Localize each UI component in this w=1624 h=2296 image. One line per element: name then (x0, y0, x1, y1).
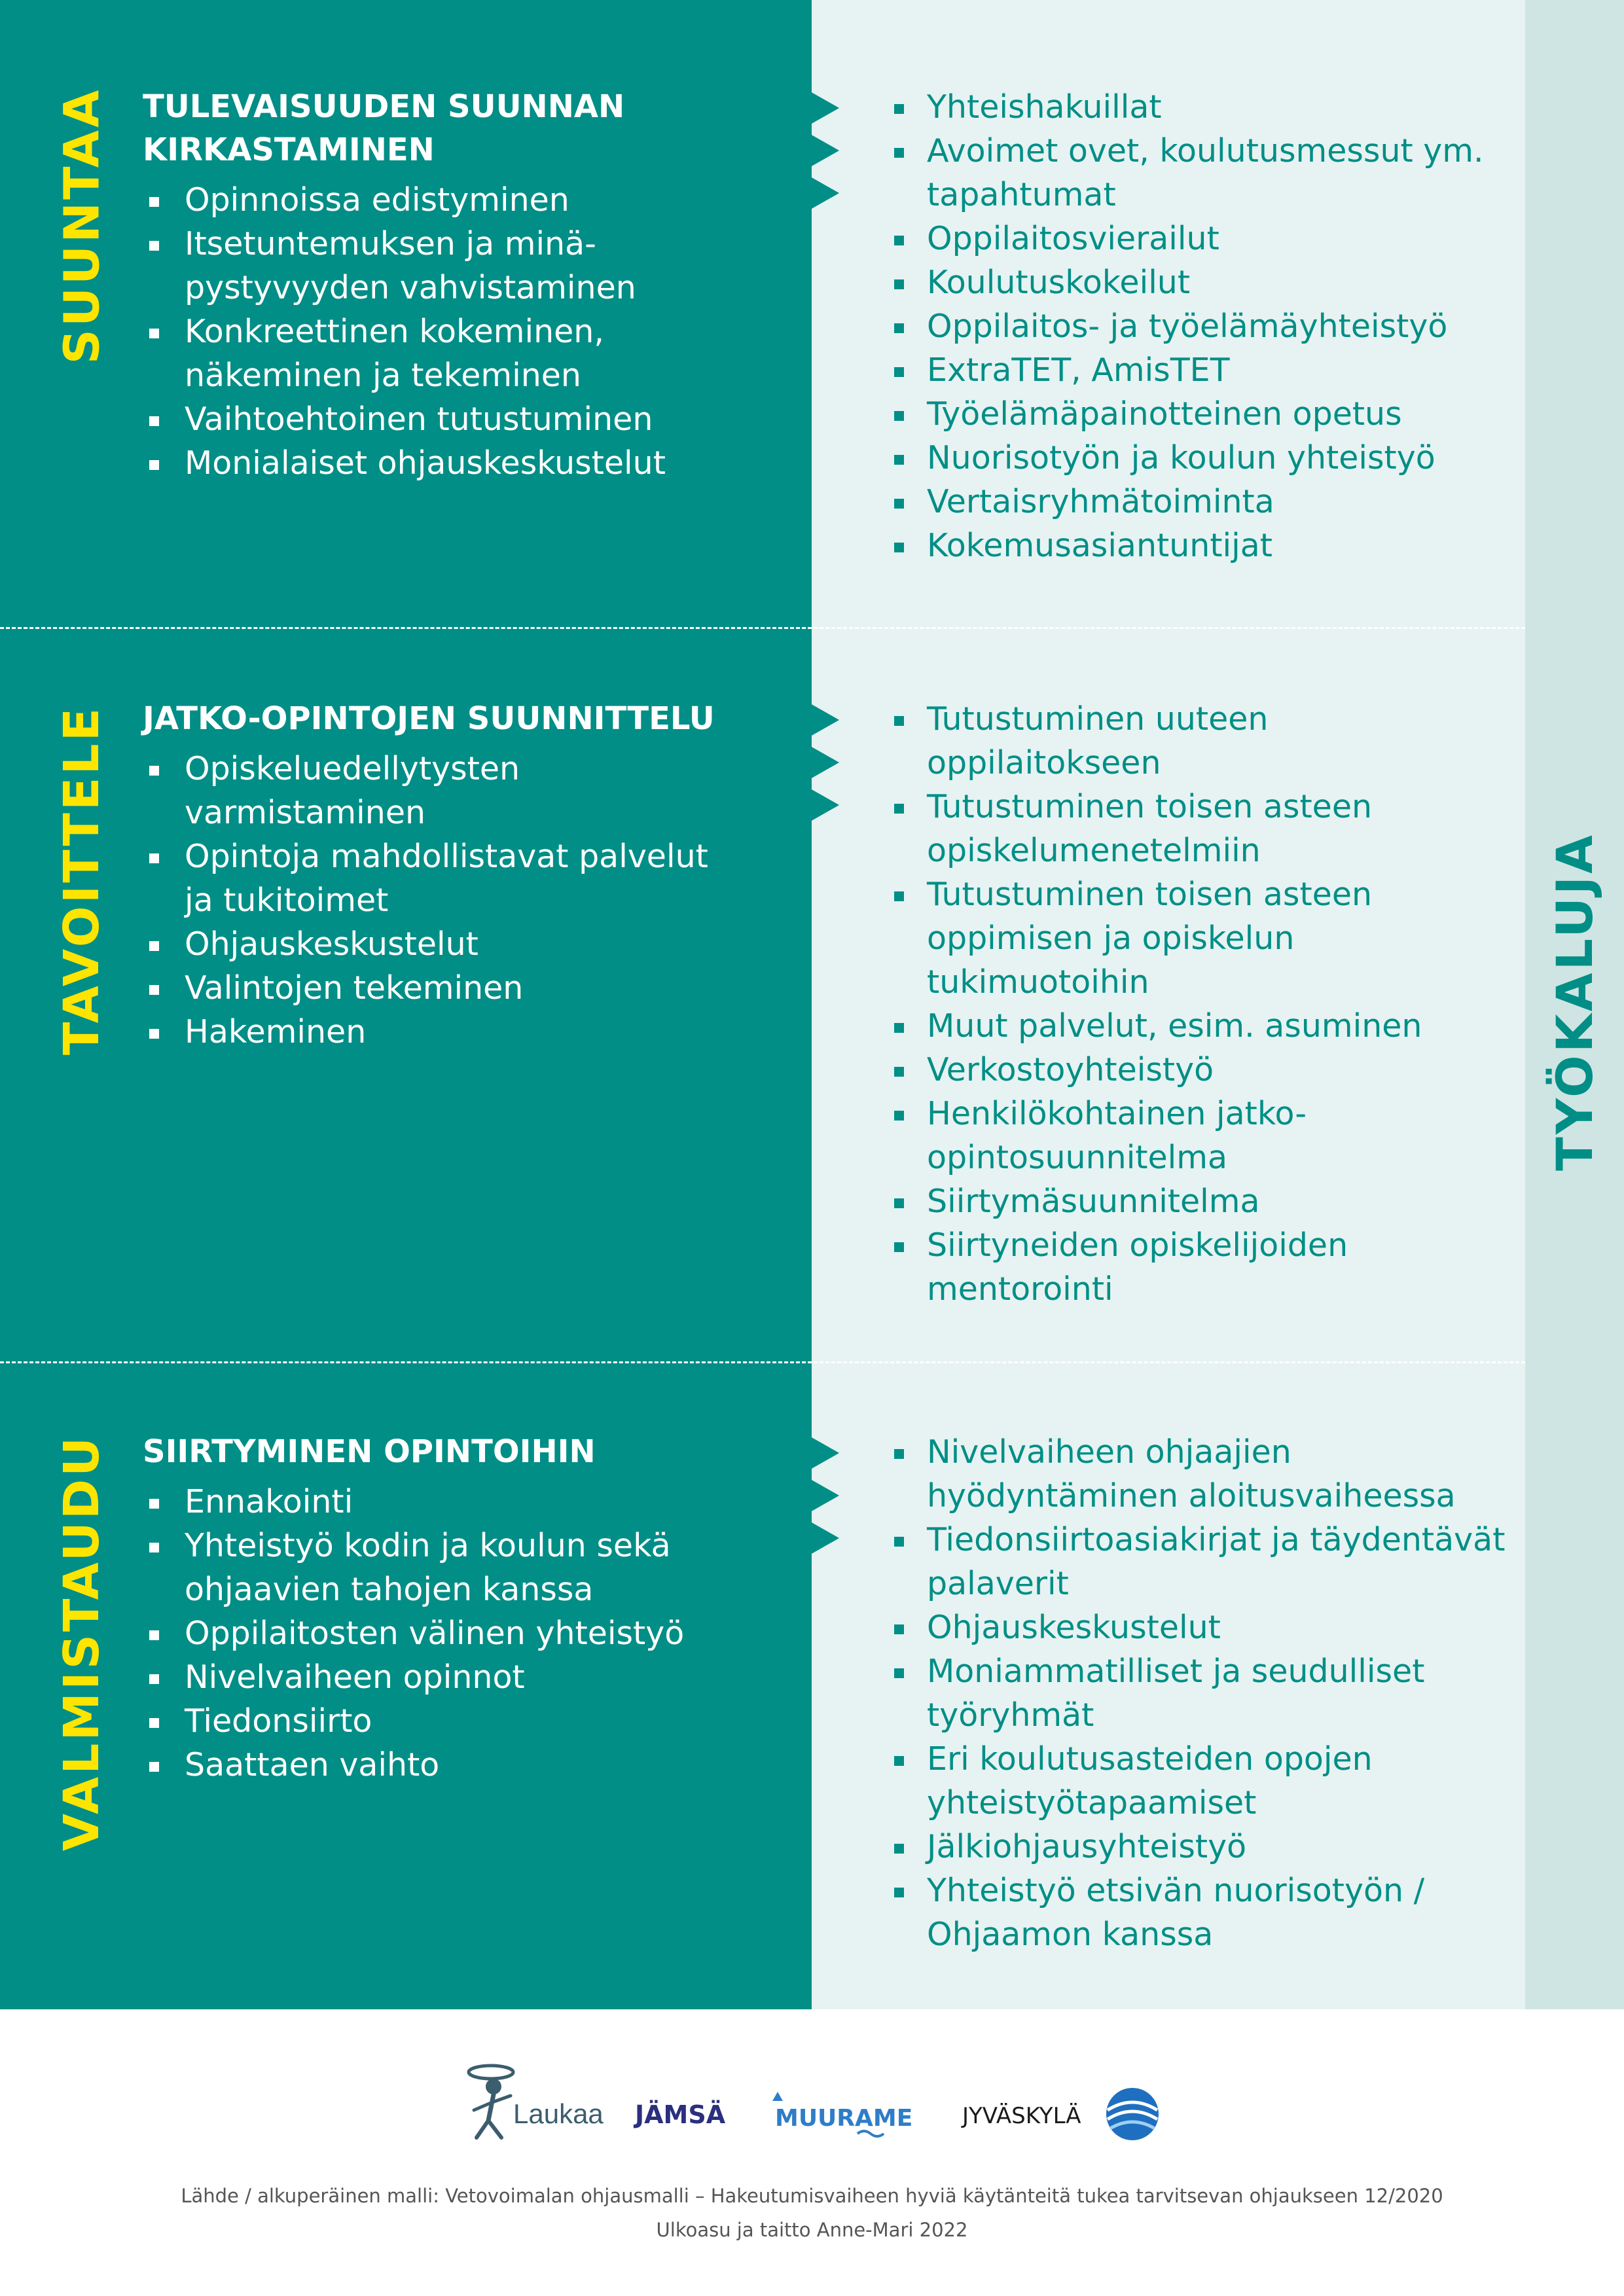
list-item: Opintoja mahdollistavat palvelut ja tukitoimet (143, 834, 719, 922)
tools-list (890, 85, 1506, 567)
list-item: Oppilaitosvierailut (890, 217, 1506, 260)
chevron-arrows-icon (810, 85, 839, 216)
list-item: Verkostoyhteistyö (890, 1048, 1506, 1092)
stage-list (143, 1480, 719, 1787)
list-item: Ohjauskeskustelut (890, 1605, 1506, 1649)
tools-list (890, 1430, 1506, 1956)
muurame-logo (772, 2092, 912, 2136)
list-item: ExtraTET, AmisTET (890, 348, 1506, 392)
section-divider (0, 627, 1525, 629)
tools-section-valmistaudu (890, 1430, 1506, 1956)
list-item: Henkilökohtainen jatko-opintosuunnitelma (890, 1092, 1506, 1179)
partner-logos-svg (458, 2060, 1178, 2142)
list-item: Kokemusasiantuntijat (890, 524, 1506, 567)
list-item: Opinnoissa edistyminen (143, 178, 719, 222)
stage-section-suuntaa (143, 85, 719, 485)
laukaa-logo (469, 2066, 604, 2138)
list-item: Oppilaitosten välinen yhteistyö (143, 1611, 719, 1655)
list-item: Koulutuskokeilut (890, 260, 1506, 304)
list-item: Konkreettinen kokeminen, näkeminen ja tekeminen (143, 310, 719, 397)
list-item: Siirtyneiden opiskelijoiden mentorointi (890, 1223, 1506, 1311)
tools-section-suuntaa (890, 85, 1506, 567)
stage-heading: TULEVAISUUDEN SUUNNAN KIRKASTAMINEN (143, 88, 625, 168)
laukaa-logo-text: Laukaa (513, 2098, 604, 2129)
list-item: Yhteistyö kodin ja koulun sekä ohjaavien tahojen kanssa (143, 1524, 719, 1611)
list-item: Monialaiset ohjauskeskustelut (143, 441, 719, 485)
list-item: Nivelvaiheen opinnot (143, 1655, 719, 1699)
list-item: Siirtymäsuunnitelma (890, 1179, 1506, 1223)
list-item: Nivelvaiheen ohjaajien hyödyntäminen aloitusvaiheessa (890, 1430, 1506, 1518)
jyvaskyla-logo-text: JYVÄSKYLÄ (962, 2103, 1081, 2129)
tools-section-tavoittele (890, 697, 1506, 1311)
stage-label-tavoittele: TAVOITTELE (54, 705, 111, 1056)
list-item: Tutustuminen toisen asteen oppimisen ja opiskelun tukimuotoihin (890, 872, 1506, 1004)
stage-heading: SIIRTYMINEN OPINTOIHIN (143, 1433, 596, 1470)
source-note: Lähde / alkuperäinen malli: Vetovoimalan ohjausmalli – Hakeutumisvaiheen hyviä käytänteitä tukea tarvitsevan ohjaukseen 12/2020 (181, 2185, 1443, 2207)
jyvaskyla-logo (961, 2088, 1159, 2140)
list-item: Itsetuntemuksen ja minä-pystyvyyden vahvistaminen (143, 222, 719, 310)
muurame-logo-text: MUURAME (775, 2105, 913, 2132)
list-item: Nuorisotyön ja koulun yhteistyö (890, 436, 1506, 480)
partner-logos (458, 2060, 1178, 2142)
list-item: Muut palvelut, esim. asuminen (890, 1004, 1506, 1048)
credit-note: Ulkoasu ja taitto Anne-Mari 2022 (656, 2219, 968, 2241)
section-divider (0, 1361, 1525, 1363)
side-label-tyokaluja: TYÖKALUJA (1545, 832, 1604, 1171)
list-item: Yhteistyö etsivän nuorisotyön / Ohjaamon kanssa (890, 1869, 1506, 1956)
list-item: Saattaen vaihto (143, 1743, 719, 1787)
chevron-arrows-icon (810, 1430, 839, 1561)
list-item: Moniammatilliset ja seudulliset työryhmät (890, 1649, 1506, 1737)
list-item: Tutustuminen toisen asteen opiskelumenetelmiin (890, 785, 1506, 872)
list-item: Tiedonsiirtoasiakirjat ja täydentävät palaverit (890, 1518, 1506, 1605)
list-item: Yhteishakuillat (890, 85, 1506, 129)
stage-label-valmistaudu: VALMISTAUDU (54, 1434, 111, 1852)
list-item: Avoimet ovet, koulutusmessut ym. tapahtumat (890, 129, 1506, 217)
stage-list (143, 178, 719, 485)
list-item: Ohjauskeskustelut (143, 922, 719, 966)
list-item: Oppilaitos- ja työelämäyhteistyö (890, 304, 1506, 348)
stage-label-suuntaa: SUUNTAA (54, 87, 110, 365)
list-item: Valintojen tekeminen (143, 966, 719, 1010)
list-item: Hakeminen (143, 1010, 719, 1054)
list-item: Vaihtoehtoinen tutustuminen (143, 397, 719, 441)
list-item: Ennakointi (143, 1480, 719, 1524)
list-item: Eri koulutusasteiden opojen yhteistyötapaamiset (890, 1737, 1506, 1825)
list-item: Opiskeluedellytysten varmistaminen (143, 747, 719, 834)
stage-section-valmistaudu (143, 1430, 719, 1787)
stage-section-tavoittele (143, 697, 719, 1054)
list-item: Työelämäpainotteinen opetus (890, 392, 1506, 436)
jamsa-logo: JÄMSÄ (635, 2100, 726, 2129)
list-item: Tutustuminen uuteen oppilaitokseen (890, 697, 1506, 785)
chevron-arrows-icon (810, 697, 839, 828)
list-item: Tiedonsiirto (143, 1699, 719, 1743)
tools-list (890, 697, 1506, 1311)
stage-list (143, 747, 719, 1054)
stage-heading: JATKO-OPINTOJEN SUUNNITTELU (143, 700, 715, 737)
list-item: Vertaisryhmätoiminta (890, 480, 1506, 524)
list-item: Jälkiohjausyhteistyö (890, 1825, 1506, 1869)
